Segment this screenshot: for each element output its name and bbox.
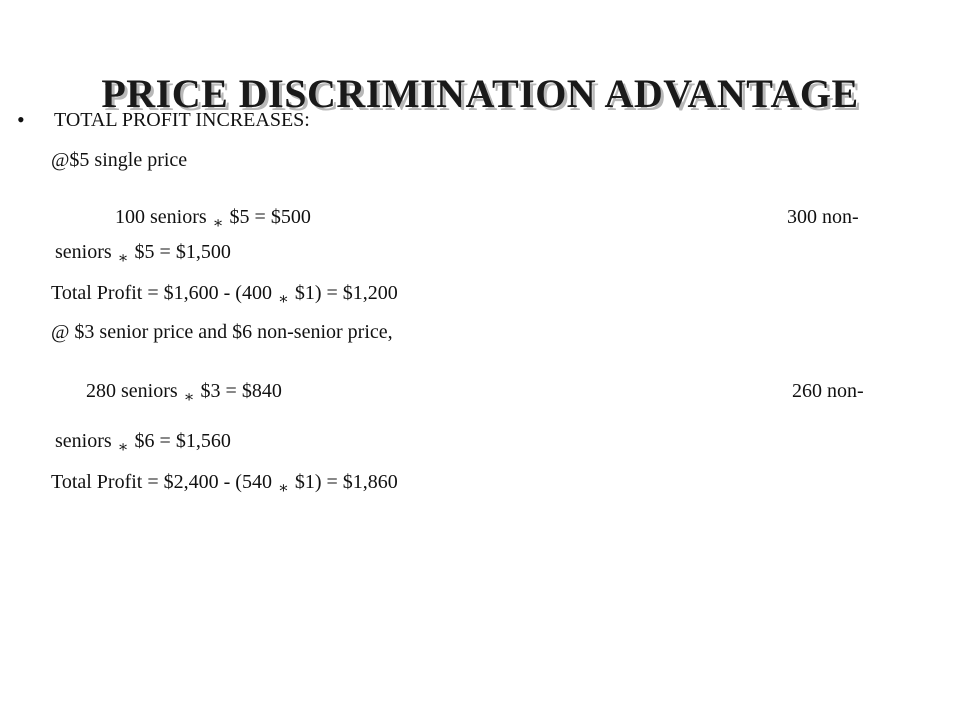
case1-nonseniors-wrap: 300 non- xyxy=(787,206,859,228)
case2-seniors-line xyxy=(86,379,282,405)
case1-total-line xyxy=(51,281,398,307)
case2-nonseniors-line xyxy=(55,429,231,455)
multiply-icon: ∗ xyxy=(117,439,129,456)
bullet-text: TOTAL PROFIT INCREASES: xyxy=(54,109,310,131)
case2-nonseniors-pre: seniors xyxy=(55,430,112,452)
case1-nonseniors-pre: seniors xyxy=(55,241,112,263)
multiply-icon: ∗ xyxy=(277,291,289,308)
bullet-marker: • xyxy=(17,107,25,132)
case1-nonseniors-line xyxy=(55,240,231,266)
case2-nonseniors-wrap: 260 non- xyxy=(792,380,864,402)
case1-seniors-post: $5 = $500 xyxy=(229,206,311,228)
multiply-icon: ∗ xyxy=(183,389,195,406)
case2-seniors-pre: 280 seniors xyxy=(86,380,178,402)
slide-title: PRICE DISCRIMINATION ADVANTAGE xyxy=(101,71,859,116)
case1-nonseniors-post: $5 = $1,500 xyxy=(134,241,231,263)
case1-seniors-line xyxy=(115,205,311,231)
case2-total-post: $1) = $1,860 xyxy=(294,471,398,493)
multiply-icon: ∗ xyxy=(277,480,289,497)
case2-total-line xyxy=(51,470,398,496)
case2-nonseniors-post: $6 = $1,560 xyxy=(134,430,231,452)
case1-seniors-pre: 100 seniors xyxy=(115,206,207,228)
case2-heading: @ $3 senior price and $6 non-senior price, xyxy=(51,321,393,343)
multiply-icon: ∗ xyxy=(212,215,224,232)
case1-heading: @$5 single price xyxy=(51,149,188,171)
case1-total-pre: Total Profit = $1,600 - (400 xyxy=(51,282,272,304)
case1-total-post: $1) = $1,200 xyxy=(294,282,398,304)
multiply-icon: ∗ xyxy=(117,250,129,267)
case2-total-pre: Total Profit = $2,400 - (540 xyxy=(51,471,272,493)
case2-seniors-post: $3 = $840 xyxy=(200,380,282,402)
